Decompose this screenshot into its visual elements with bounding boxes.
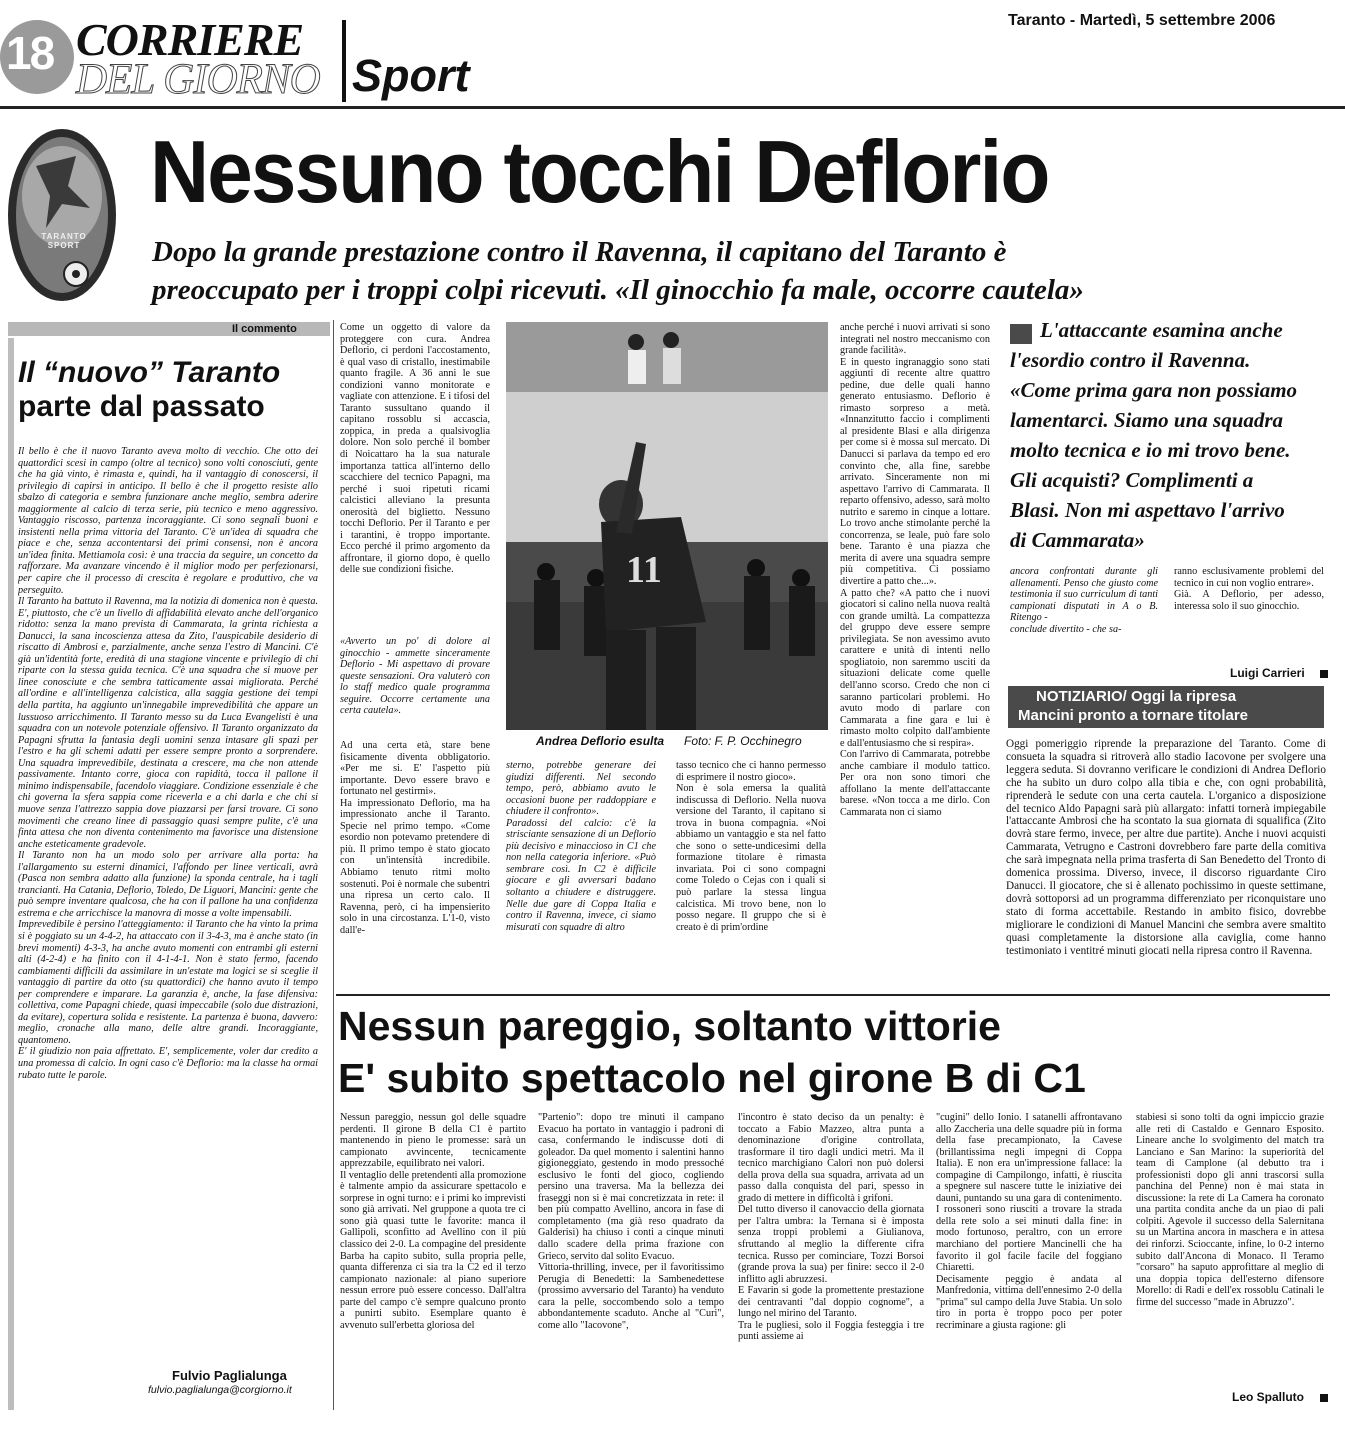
main-col5b: ranno esclusivamente problemi del tecnico in cui non voglio entrare». Già. A Deflorio, per adesso, interessa solo il suo ginocchio.: [1174, 566, 1324, 612]
second-article-rule: [336, 994, 1330, 996]
main-col1-tail: Ad una certa età, stare bene fisicamente diventa obbligatorio. «Per me si. E' l'aspetto più importante. Devo essere bravo e fortunato nel gestirmi». Ha impressionato Deflorio, ma ha impressionato anche il Taranto. Specie nel primo tempo. «Come esordio non potevamo pretendere di più. Il primo tempo è stato giocato con un'intensità incredibile. Abbiamo tenuto ritmi molto sostenuti. Poi è normale che subentri una ripresa un certo calo. Il Ravenna, però, ci ha impensierito solo in una circostanza. L'1-0, visto dall'e-: [340, 740, 490, 936]
commento-title-1: Il “nuovo” Taranto: [18, 356, 281, 389]
masthead-divider: [342, 20, 346, 102]
pullquote-line-2: l'esordio contro il Ravenna.: [1010, 348, 1251, 372]
main-col4: anche perché i nuovi arrivati si sono integrati nel nostro meccanismo con grande facilità». E in questo ingranaggio sono stati aggiunti di recente altre quattro pedine, due delle quali hanno generato entusiasmo. Deflorio è rimasto sorpreso a metà. «Innanzitutto faccio i complimenti al presidente Blasi e alla dirigenza per come si è mossa sul mercato. Di Danucci si parlava da tempo ed ero convinto che, alla fine, sarebbe arrivato. Sinceramente non mi aspettavo l'arrivo di Cammarata. Il reparto offensivo, adesso, sarà molto nutrito e saremo in cinque a lottare. Lo trovo anche stimolante perché la concorrenza, se leale, può fare solo bene. Taranto è una piazza che merita di avere una squadra sempre più competitiva. Ci possiamo divertire a patto che...». A patto che? «A patto che i nuovi giocatori si calino nella nuova realtà con grande umiltà. La compattezza del gruppo deve essere sempre privilegiata. Se non avessimo avuto carattere e unità di intenti nello spogliatoio, non saremmo usciti da situazioni delicate come quelle dell'anno scorso. Credo che non ci saranno particolari problemi. Ho avuto modo di parlare con Cammarata a fine gara e lui è rimasto molto colpito dall'ambiente e dall'entusiasmo che si respira». Con l'arrivo di Cammarata, potrebbe anche cambiare il modulo tattico. Per ora non sono timori che affollano la mente dell'attaccante barese. «Non tocca a me dirlo. Con Cammarata non ci siamo: [840, 322, 990, 818]
logo-text: TARANTO SPORT: [41, 232, 87, 250]
second-col3: l'incontro è stato deciso da un penalty: è toccato a Fabio Mazzeo, altra punta a denominazione d'origine controllata, trasformare il tiro dagli undici metri. Ma il tecnico marchigiano Calori non può dolersi della prova della sua squadra, arrivata ad un passo dalla conquista del pari, spesso in grado di mettere in difficoltà i grifoni. Del tutto diverso il canovaccio della giornata per l'altra umbra: la Ternana si è imposta senza troppi problemi a Giulianova, sfruttando al meglio la differente cifra tecnica. Russo per cominciare, Tozzi Borsoi (grande prova la sua) per finire: secco il 2-0 inflitto agli abruzzesi. E Favarin si gode la promettente prestazione dei centravanti "dal doppio cognome", a lungo nel mirino del Taranto. Tra le pugliesi, solo il Foggia festeggia i tre punti assieme ai: [738, 1112, 924, 1343]
main-headline: Nessuno tocchi Deflorio: [150, 122, 1049, 221]
second-headline-2: E' subito spettacolo nel girone B di C1: [338, 1055, 1086, 1101]
second-col1: Nessun pareggio, nessun gol delle squadre perdenti. Il girone B della C1 è partito mantenendo in pieno le promesse: sarà un campionato avvincente, tecnicamente apprezzabile, equilibrato nei valori. Il ventaglio delle pretendenti alla promozione è talmente ampio da assicurare spettacolo e sorprese in ogni turno: e i primi ko imprevisti sono già arrivati. Nel gruppone a quota tre ci sono già quasi tutte le favorite: manca il Gallipoli, sconfitto ad Avellino con il più classico dei 2-0. La compagine del presidente Barba ha capito subito, sulla propria pelle, quanta differenza ci sia tra la C2 ed il terzo campionato nazionale: al piano superiore nessun errore può essere concesso. Dall'altra parte del campo c'è sempre qualcuno pronto a punirti subito. Esemplare quanto è avvenuto sull'erbetta gloriosa del: [340, 1112, 526, 1331]
commento-title-2: parte dal passato: [18, 390, 265, 423]
svg-text:11: 11: [626, 549, 662, 591]
taranto-shield-icon: [6, 126, 118, 304]
commento-body: Il bello è che il nuovo Taranto aveva molto di vecchio. Che otto dei quattordici scesi in campo (oltre al tecnico) sono volti conosciuti, gente che ha già vinto, è rimasta e, quindi, ha il vantaggio di conoscersi, il privilegio di capirsi in anticipo. Il bello è che il progetto resiste allo sbalzo di categoria e sembra funzionare anche meglio, sembra aderire maggiormente al calcio di terza serie, più tecnico e meno aggressivo. Vantaggio riscosso, partenza incoraggiante. Ci sono segnali buoni e insistenti nella prima vittoria del Taranto. C'è un'idea di squadra che piace e che, senza accontentarsi dei primi consensi, non è ancora un'idea finita. Mettiamola così: è una traccia da seguire, un concetto da rafforzare. Ma avanzare vincendo è il miglior modo per perfezionarsi, per capire che il processo di crescita è regolare e produttivo, che va perseguito. Il Taranto ha battuto il Ravenna, ma la notizia di domenica non è questa. E', piuttosto, che c'è un livello di affidabilità elevato anche dell'organico ridotto: senza la mano prevista di Cammarata, la grinta richiesta a Danucci, la sana incoscienza attesa da Zito, l'auspicabile desiderio di riscatto di Ambrosi e, parzialmente, anche senza l'estro di Mancini. C'è già un'identità forte, eredità di una stagione vincente e privilegio di chi riparte con la stessa guida tecnica. C'è una squadra che si muove per linee conosciute e che sembra tatticamente assai migliorata. Perché all'ordine e all'intelligenza calcistica, alla saggia gestione dei tempi della partita, ha aggiunto un'innegabile imprevedibilità che appare un lussuoso arricchimento. Il Taranto messo su da Luca Evangelisti è una squadra con un notevole potenziale offensivo. Il Taranto organizzato da Papagni sfrutta la fantasia degli uomini senza intasare gli spazi per l'estro e ha gli schemi adatti per essere sempre pronto a sorprendere. Una squadra imprevedibile, destinata a crescere, ma che non attende passivamente. Intanto corre, gioca con rapidità, tocca il pallone il minimo indispensabile, facendolo viaggiare. Condizione essenziale è che chi governa la sfera sappia come riceverla e a chi darla e che chi si muove senza l'attrezzo sappia dove piazzarsi per farsi trovare. Ci sono movimenti che creano linee di passaggio quasi sempre pulite, c'è una finta attesa che non diventa contenimento ma favorisce una distensione anche esteticamente gradevole. Il Taranto non ha un modo solo per arrivare alla porta: ha l'allargamento su esterni dinamici, l'affondo per linee verticali, avrà (Pasca non sembra adatto alla funzione) la sponda centrale, ha i tagli trancianti. Ha Catania, Deflorio, Toledo, De Liguori, Mancini: gente che può sempre inventare qualcosa, che ha con il pallone ha una confidenza estrema e che arricchisce la manovra di mosse a volte impensabili. Imprevedibile è persino l'atteggiamento: il Taranto che ha vinto la prima si è poggiato su un 4-4-2, ha attaccato con il 3-4-3, ma è anche stato (in brevi momenti) 4-3-3, ha anche avuto momenti con entrambi gli esterni alti (4-2-4) e ha finito con il 4-1-4-1. Non è stato fermo, facendo cambiamenti difficili da assimilare in un'estate ma logici se si sceglie il vantaggio di partire da otto (su quattordici) che hanno avuto il tempo per comprendere e imparare. La garanzia è, anche, la fase difensiva: collettiva, come Papagni chiede, quasi impeccabile (solo due distrazioni, da evitare), copertura solida e resistente. La partenza è buona, davvero: meglio, cronache alla mano, delle altre grandi. Incoraggiante, quantomeno. E' il giudizio non paia affrettato. E', semplicemente, voler dar credito a una promessa di calcio. In ogni caso c'è Deflorio: ma la classe ha ormai rubato tutte le parole.: [18, 446, 318, 1081]
page-number: 18: [6, 27, 54, 79]
subheadline-2: preoccupato per i troppi colpi ricevuti. «Il ginocchio fa male, occorre cautela»: [152, 274, 1084, 306]
pullquote-line-3: «Come prima gara non possiamo: [1010, 378, 1298, 402]
second-byline: Leo Spalluto: [1232, 1390, 1304, 1404]
main-col1-quote: «Avverto un po' di dolore al ginocchio - ammette sinceramente Deflorio - Mi aspettavo di provare queste sensazioni. Ora valuterò con lo staff medico quale programma seguire. Occorre certamente una certa cautela».: [340, 636, 490, 717]
commento-box: [8, 338, 14, 1410]
main-col2: sterno, potrebbe generare dei giudizi differenti. Nel secondo tempo, però, abbiamo avuto le occasioni buone per raddoppiare e chiudere il confronto». Paradossi del calcio: c'è la strisciante sensazione di un Deflorio più decisivo e minaccioso in C1 che non nella categoria inferiore. «Può sembrare così. In C2 è difficile giocare e gli avversari badano soltanto a chiudere e distruggere. Nelle due gare di Coppa Italia e contro il Ravenna, invece, ci siamo misurati con squadre di altro: [506, 760, 656, 933]
pullquote-line-6: Gli acquisti? Complimenti a: [1010, 468, 1254, 492]
header-rule: [0, 106, 1345, 109]
masthead-title: CORRIERE: [76, 14, 304, 65]
commento-author: Fulvio Paglialunga: [172, 1368, 287, 1383]
pullquote-line-7: Blasi. Non mi aspettavo l'arrivo: [1010, 498, 1285, 522]
deflorio-photo: [506, 322, 828, 730]
byline-end-square: [1320, 670, 1328, 678]
pullquote-line-4: lamentarci. Siamo una squadra: [1010, 408, 1284, 432]
main-byline: Luigi Carrieri: [1230, 666, 1305, 680]
subheadline-1: Dopo la grande prestazione contro il Ravenna, il capitano del Taranto è: [152, 236, 1007, 268]
second-col2: "Partenio": dopo tre minuti il campano Evacuo ha portato in vantaggio i padroni di casa, confermando le indiscusse doti di goleador. Da quel momento i salentini hanno gigioneggiato, gestendo in modo pressoché esclusivo le fonti del gioco, cogliendo persino una traversa. Ma la bellezza dei fraseggi non si è mai concretizzata in rete: il ben più compatto Avellino, ancora in fase di completamento (ma già reso quadrato da Galderisi) ha chiuso i conti a cinque minuti dallo scadere della prima frazione con Grieco, servito dal solito Evacuo. Vittoria-thrilling, invece, per il favoritissimo Perugia di Benedetti: la Sambenedettese (prossimo avversario del Taranto) ha venduto cara la pelle, soccombendo solo a tempo abbondantemente scaduto. Anche al "Curi", come allo "Iacovone",: [538, 1112, 724, 1331]
pullquote-line-8: di Cammarata»: [1010, 528, 1145, 552]
celebration-photo-icon: [506, 322, 828, 730]
main-col3: tasso tecnico che ci hanno permesso di esprimere il nostro gioco». Non è sola emersa la qualità indiscussa di Deflorio. Nella nuova versione del Taranto, il capitano si trova in buona compagnia. «Noi abbiamo un vantaggio e sta nel fatto che sono o sette-undicesimi della formazione titolare è rimasta invariata. Poi ci sono compagni come Toledo o Cejas con i quali si può parlare la stessa lingua calcistica. Mi trovo bene, non lo posso negare. Il gruppo che si è creato è di prim'ordine: [676, 760, 826, 933]
pullquote-bullet: [1010, 324, 1032, 344]
column-divider: [333, 320, 334, 1410]
photo-caption-name: Andrea Deflorio esulta: [536, 734, 665, 748]
photo-caption-credit: Foto: F. P. Occhinegro: [684, 734, 802, 748]
notiziario-body: Oggi pomeriggio riprende la preparazione del Taranto. Come di consueta la squadra si ritroverà allo stadio Iacovone per svolgere una leggera seduta. Si dovranno verificare le condizioni di Andrea Deflorio che ha subito un duro colpo alla tibia e che, con ogni probabilità, riprenderà le sedute con una certa cautela. L'organico a disposizione del tecnico Aldo Papagni sarà più allargato: infatti tornerà impiegabile l'attaccante Ambrosi che ha scontato la sua giornata di squalifica (Zito dovrà stare fermo, invece, per altre due partite). Anche i nuovi acquisti Cammarata, Vetrugno e Castroni dovrebbero fare parte della comitiva che sarà impegnata nella prima trasferta di San Benedetto del Tronto di domenica prossima. Diverso, invece, il discorso riguardante Ciro Danucci. Il giocatore, che si è allenato pochissimo in queste settimane, dovrà sottoporsi ad un programma differenziato per riconquistare uno stato di forma accettabile. Restando in ambito fisico, dovrebbe migliorare le condizioni di Manuel Mancini che sembra avere smaltito quasi completamente la distorsione alla caviglia, come hanno testimoniato i ventitré minuti giocati nella ripresa contro il Ravenna.: [1006, 738, 1326, 957]
notiziario-title-2: Mancini pronto a tornare titolare: [1018, 707, 1249, 724]
second-headline-1: Nessun pareggio, soltanto vittorie: [338, 1003, 1001, 1049]
taranto-logo: [6, 126, 118, 304]
notiziario-title-1: NOTIZIARIO/ Oggi la ripresa: [1036, 688, 1237, 705]
second-col4: "cugini" dello Ionio. I satanelli affrontavano allo Zaccheria una delle squadre più in forma della fase precampionato, la Cavese (brillantissima negli impegni di Coppa Italia). E non era un'impressione fallace: la compagine di Campilongo, infatti, è riuscita a spegnere sul nascere tutte le iniziative dei dauni, puntando su una gara di contenimento. I rossoneri sono riusciti a trovare la strada della rete solo a sei minuti dalla fine: in modo fortunoso, peraltro, con un errore marchiano del portiere Mancinelli che ha favorito il gol facile facile del foggiano Chiaretti. Decisamente peggio è andata al Manfredonia, vittima dell'ennesimo 2-0 della "prima" sul campo della Juve Stabia. Un solo tiro in porta è troppo poco per poter recriminare a giusta ragione: gli: [936, 1112, 1122, 1331]
commento-label: Il commento: [232, 323, 297, 335]
second-col5: stabiesi si sono tolti da ogni impiccio grazie alle reti di Castaldo e Gennaro Esposito. Lineare anche lo svolgimento del match tra Lanciano e San Marino: la superiorità del team di Camplone (al debutto tra i professionisti dopo gli anni trascorsi sulla panchina del Penne) non è mai stata in discussione: la rete di La Camera ha coronato una partita condita anche da un piao di pali colpiti. Agevole il successo della Salernitana su un Martina ancora in maschera e in attesa dei rinforzi. Scioccante, infine, lo 0-2 interno subito dall'Ancona di Monaco. Il Teramo "corsaro" ha saputo approfittare al meglio di una doppia topica dell'esterno difensore Morello: di Radi e dell'ex rossoblu Catinali le firme del successo "made in Abruzzo".: [1136, 1112, 1324, 1308]
section-title: Sport: [352, 50, 470, 101]
main-col1-intro: Come un oggetto di valore da proteggere con cura. Andrea Deflorio, ci perdoni l'accostamento, è qual vaso di cristallo, inestimabile quanto fragile. A 36 anni le sue condizioni vanno monitorate e vagliate con attenzione. E i tifosi del Taranto sussultano quando il capitano rossoblu si accascia, zoppica, in preda a qualsivoglia dolore. Non solo perché il bomber di Noicattaro ha la sua naturale importanza tattica all'interno dello scacchiere del tecnico Papagni, ma perché i suoi ripetuti ricami calcistici alleviano la presunta onerosità del biglietto. Nessuno tocchi Deflorio. Per il Taranto e per i tarantini, è troppo importante. Ecco perché il primo argomento da affrontare, il giorno dopo, è quello delle sue condizioni fisiche.: [340, 322, 490, 576]
masthead-subtitle: DEL GIORNO: [76, 56, 320, 103]
second-byline-end-square: [1320, 1394, 1328, 1402]
pullquote-line-1: L'attaccante esamina anche: [1040, 318, 1283, 342]
pullquote-line-5: molto tecnica e io mi trovo bene.: [1010, 438, 1291, 462]
dateline: Taranto - Martedì, 5 settembre 2006: [1008, 12, 1276, 29]
main-col5a: ancora confrontati durante gli allenamenti. Penso che giusto come testimonia il suo curriculum di tanti campionati disputati in A o B. Ritengo - conclude divertito - che sa-: [1010, 566, 1158, 635]
commento-email: fulvio.paglialunga@corgiorno.it: [148, 1384, 292, 1396]
